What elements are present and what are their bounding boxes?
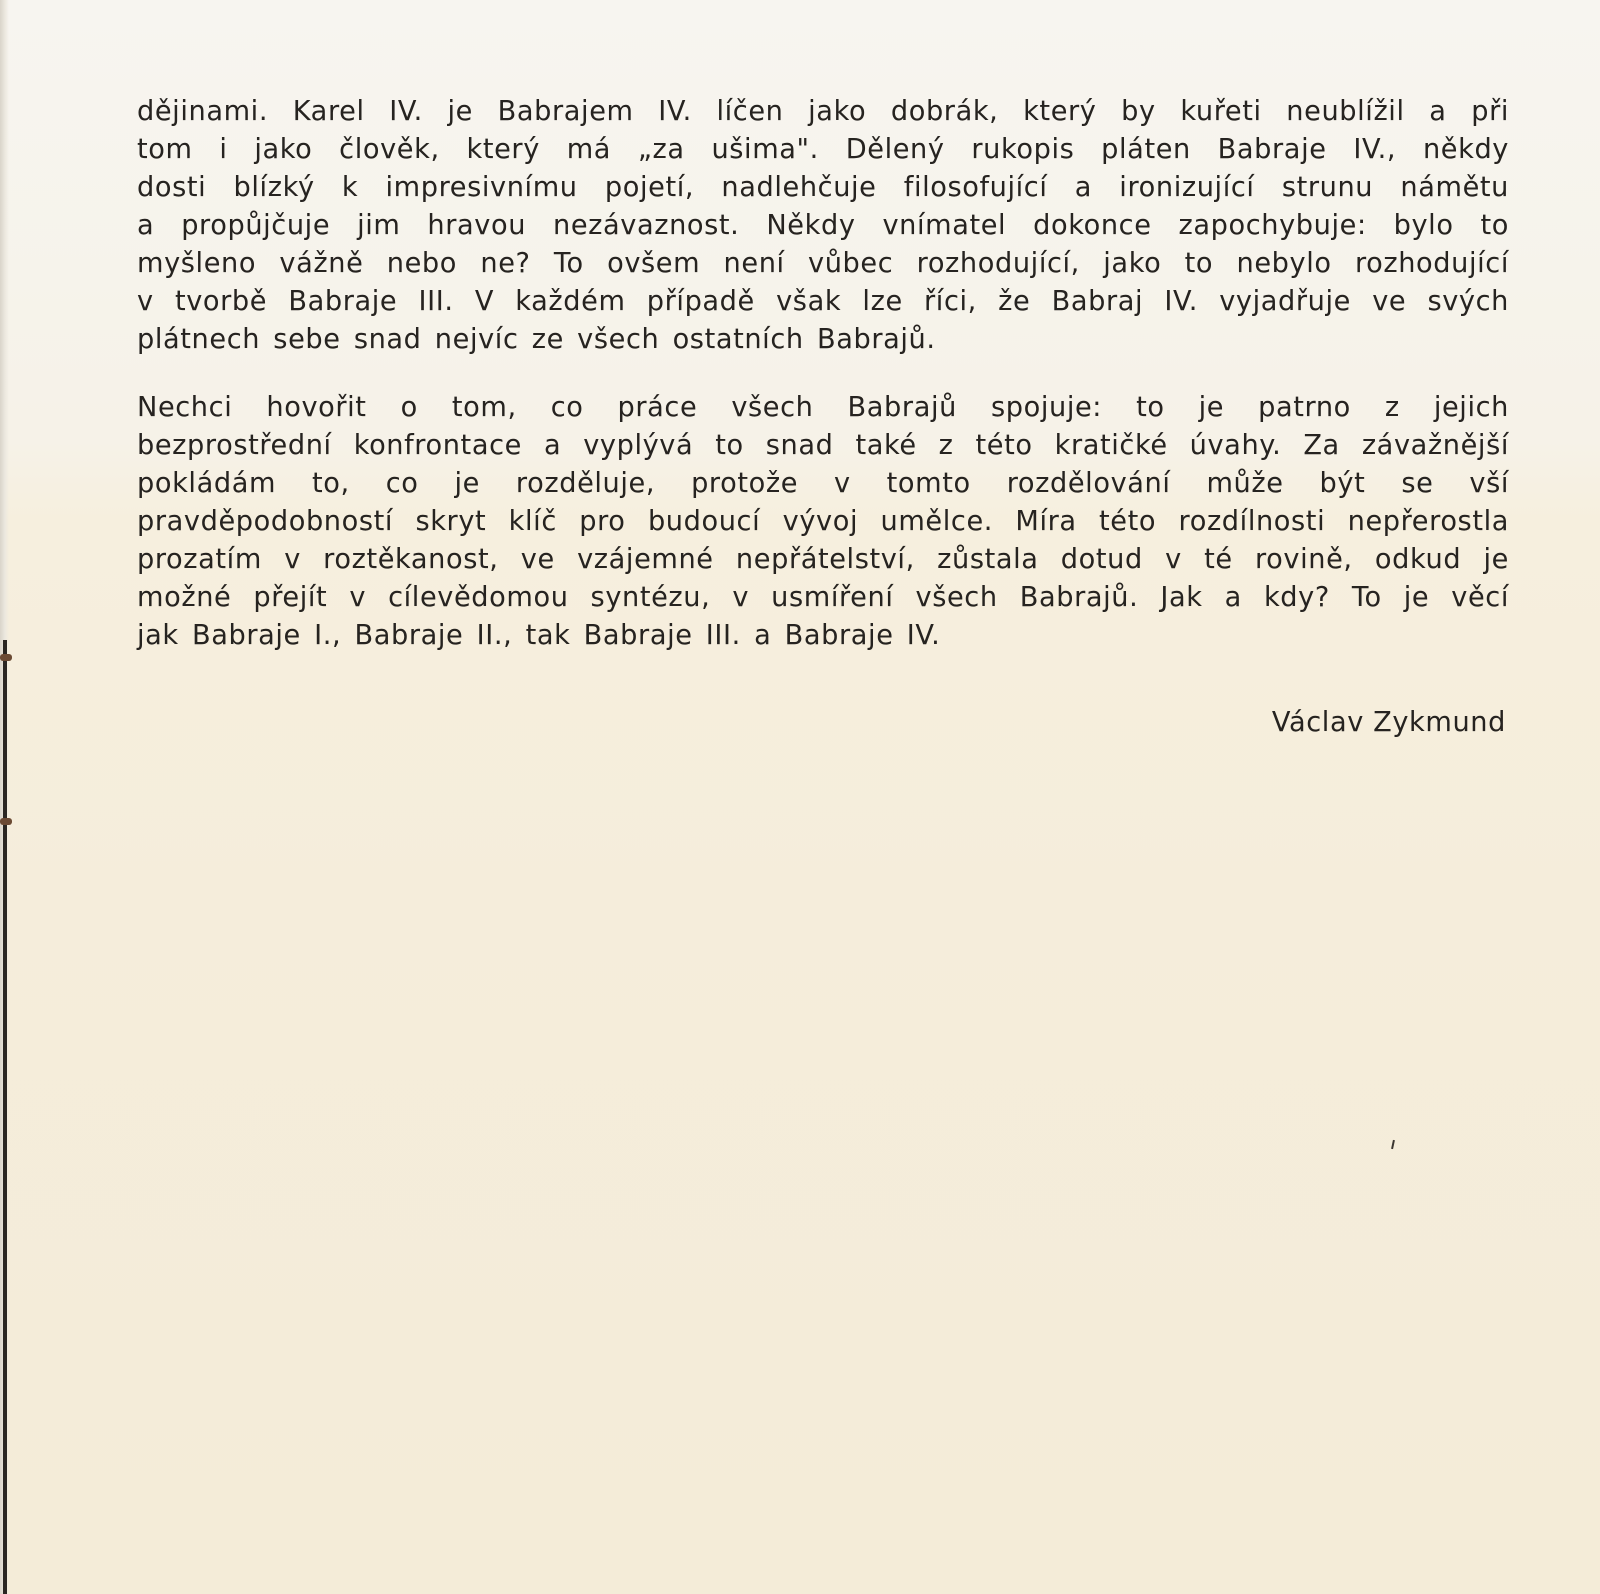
text-line: dosti blízký k impresivnímu pojetí, nadlehčuje filosofující a ironizující strunu námětu <box>137 172 1509 203</box>
text-line: Nechci hovořit o tom, co práce všech Babrajů spojuje: to je patrno z jejich <box>137 392 1509 423</box>
text-line: bezprostřední konfrontace a vyplývá to snad také z této kratičké úvahy. Za závažnější <box>137 430 1509 461</box>
binding-stitch <box>0 654 12 661</box>
paragraph-1 <box>137 93 1509 359</box>
text-line: pravděpodobností skryt klíč pro budoucí vývoj umělce. Míra této rozdílnosti nepřerostla <box>137 506 1509 537</box>
paper-speck <box>1391 1140 1395 1149</box>
text-line: dějinami. Karel IV. je Babrajem IV. líčen jako dobrák, který by kuřeti neublížil a při <box>137 96 1509 127</box>
text-line: myšleno vážně nebo ne? To ovšem není vůbec rozhodující, jako to nebylo rozhodující <box>137 248 1509 279</box>
body-text <box>137 93 1509 655</box>
text-line: plátnech sebe snad nejvíc ze všech ostatních Babrajů. <box>137 324 936 355</box>
text-line: a propůjčuje jim hravou nezávaznost. Někdy vnímatel dokonce zapochybuje: bylo to <box>137 210 1509 241</box>
author-signature: Václav Zykmund <box>1271 707 1506 738</box>
paragraph-2 <box>137 389 1509 655</box>
text-line: pokládám to, co je rozděluje, protože v tomto rozdělování může být se vší <box>137 468 1509 499</box>
text-line: prozatím v roztěkanost, ve vzájemné nepřátelství, zůstala dotud v té rovině, odkud je <box>137 544 1509 575</box>
paragraph-gap <box>137 359 1509 389</box>
text-line: možné přejít v cílevědomou syntézu, v usmíření všech Babrajů. Jak a kdy? To je věcí <box>137 582 1509 613</box>
text-line: tom i jako člověk, který má „za ušima". Dělený rukopis pláten Babraje IV., někdy <box>137 134 1509 165</box>
spine-binding-line <box>3 640 7 1594</box>
text-line: jak Babraje I., Babraje II., tak Babraje III. a Babraje IV. <box>137 620 941 651</box>
binding-stitch <box>0 818 12 825</box>
text-line: v tvorbě Babraje III. V každém případě však lze říci, že Babraj IV. vyjadřuje ve svých <box>137 286 1509 317</box>
